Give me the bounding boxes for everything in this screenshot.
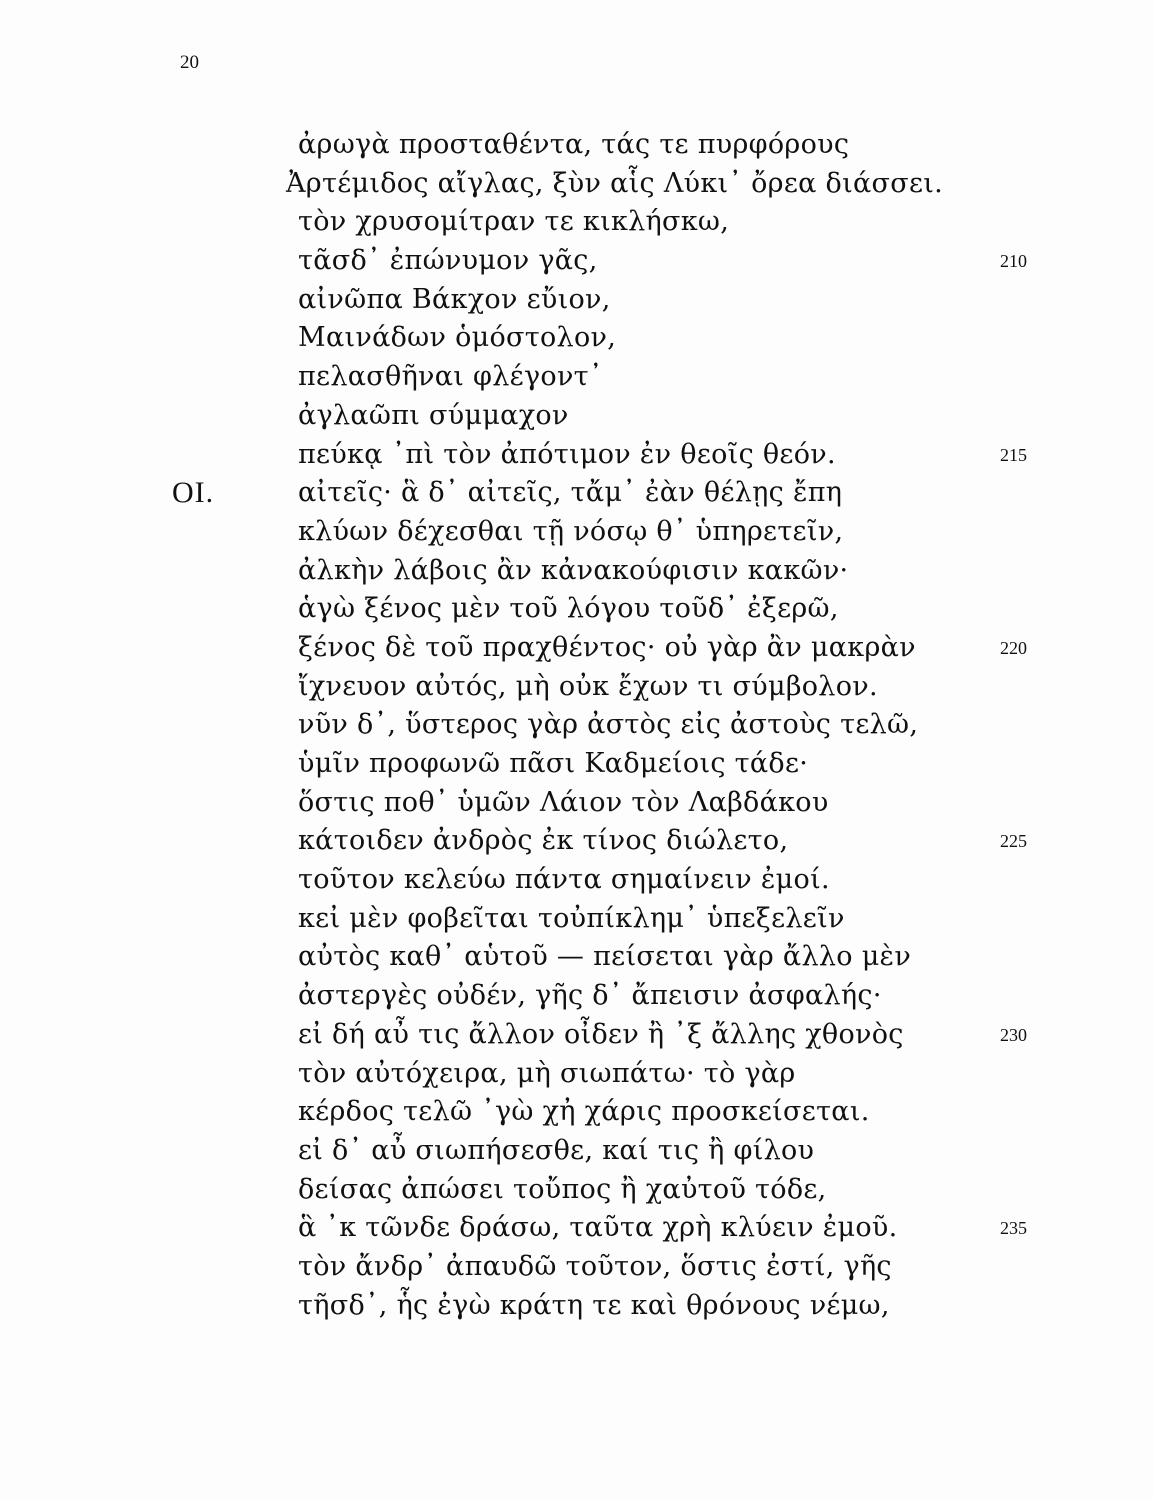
verse-text: τὸν χρυσομίτραν τε κικλήσκω, <box>298 206 730 238</box>
verse-line <box>0 358 1154 397</box>
line-number: 230 <box>1000 1024 1027 1045</box>
verse-text: Μαινάδων ὁμόστολον, <box>298 322 617 354</box>
verse-text: ἃ ᾽κ τῶνδε δράσω, ταῦτα χρὴ κλύειν ἐμοῦ. <box>298 1212 898 1244</box>
verse-text: ἴχνευον αὐτός, μὴ οὐκ ἔχων τι σύμβολον. <box>298 670 878 702</box>
line-number: 210 <box>1000 251 1027 272</box>
verse-text: Ἀρτέμιδος αἴγλας, ξὺν αἷς Λύκι᾽ ὄρεα διάσσει. <box>286 167 944 199</box>
verse-text: κλύων δέχεσθαι τῇ νόσῳ θ᾽ ὑπηρετεῖν, <box>298 515 844 547</box>
verse-text: δείσας ἀπώσει τοὔπος ἢ χαὐτοῦ τόδε, <box>298 1173 827 1205</box>
verse-line <box>0 668 1154 707</box>
page-number: 20 <box>180 52 199 73</box>
verse-text: ὑμῖν προφωνῶ πᾶσι Καδμείοις τάδε· <box>298 748 809 779</box>
verse-line <box>0 281 1154 320</box>
verse-text: τῆσδ᾽, ἧς ἐγὼ κράτη τε καὶ θρόνους νέμω, <box>298 1289 890 1321</box>
verse-line <box>0 436 1154 475</box>
verse-line <box>0 1093 1154 1132</box>
verse-text: τᾶσδ᾽ ἐπώνυμον γᾶς, <box>298 245 598 277</box>
verse-text: αὐτὸς καθ᾽ αὑτοῦ — πείσεται γὰρ ἄλλο μὲν <box>298 941 912 973</box>
verse-line <box>0 397 1154 436</box>
verse-line <box>0 1016 1154 1055</box>
verse-text: κέρδος τελῶ ᾽γὼ χἠ χάρις προσκείσεται. <box>298 1096 870 1128</box>
verse-text: νῦν δ᾽, ὕστερος γὰρ ἀστὸς εἰς ἀστοὺς τελῶ, <box>298 709 919 741</box>
verse-line <box>0 474 1154 513</box>
verse-line <box>0 822 1154 861</box>
verse-line <box>0 552 1154 591</box>
verse-block <box>0 126 1154 1325</box>
verse-text: κεἰ μὲν φοβεῖται τοὐπίκλημ᾽ ὑπεξελεῖν <box>298 902 845 934</box>
verse-line <box>0 784 1154 823</box>
verse-line <box>0 977 1154 1016</box>
verse-text: ἀλκὴν λάβοις ἂν κἀνακούφισιν κακῶν· <box>298 554 849 586</box>
verse-line <box>0 590 1154 629</box>
verse-text: ἀστεργὲς οὐδέν, γῆς δ᾽ ἄπεισιν ἀσφαλής· <box>298 980 882 1012</box>
verse-text: ξένος δὲ τοῦ πραχθέντος· οὐ γὰρ ἂν μακρὰν <box>298 631 916 663</box>
speaker-label: ΟΙ. <box>172 476 215 510</box>
verse-line <box>0 1171 1154 1210</box>
verse-line <box>0 1248 1154 1287</box>
verse-line <box>0 938 1154 977</box>
verse-text: εἰ δή αὖ τις ἄλλον οἶδεν ἢ ᾽ξ ἄλλης χθονὸς <box>298 1018 904 1050</box>
verse-text: τὸν ἄνδρ᾽ ἀπαυδῶ τοῦτον, ὅστις ἐστί, γῆς <box>298 1250 892 1282</box>
verse-text: πεύκᾳ ᾽πὶ τὸν ἀπότιμον ἐν θεοῖς θεόν. <box>298 438 836 470</box>
verse-line <box>0 706 1154 745</box>
verse-text: τοῦτον κελεύω πάντα σημαίνειν ἐμοί. <box>298 864 830 896</box>
verse-line <box>0 1055 1154 1094</box>
verse-line <box>0 1132 1154 1171</box>
verse-text: πελασθῆναι φλέγοντ᾽ <box>298 361 603 393</box>
line-number: 225 <box>1000 831 1027 852</box>
verse-text: αἰτεῖς· ἃ δ᾽ αἰτεῖς, τἄμ᾽ ἐὰν θέλῃς ἔπη <box>298 477 843 509</box>
verse-text: κάτοιδεν ἀνδρὸς ἐκ τίνος διώλετο, <box>298 825 789 857</box>
verse-line <box>0 513 1154 552</box>
verse-text: αἰνῶπα Βάκχον εὔιον, <box>298 283 611 315</box>
verse-line <box>0 1287 1154 1326</box>
verse-text: ἀρωγὰ προσταθέντα, τάς τε πυρφόρους <box>298 129 850 160</box>
verse-text: ἀγλαῶπι σύμμαχον <box>298 399 569 431</box>
verse-line <box>0 165 1154 204</box>
verse-line <box>0 242 1154 281</box>
verse-line <box>0 900 1154 939</box>
verse-line <box>0 319 1154 358</box>
verse-text: ὅστις ποθ᾽ ὑμῶν Λάιον τὸν Λαβδάκου <box>298 786 829 818</box>
line-number: 215 <box>1000 444 1027 465</box>
verse-line <box>0 745 1154 784</box>
verse-line <box>0 203 1154 242</box>
verse-line <box>0 861 1154 900</box>
verse-line <box>0 629 1154 668</box>
verse-text: ἁγὼ ξένος μὲν τοῦ λόγου τοῦδ᾽ ἐξερῶ, <box>298 593 839 625</box>
verse-text: εἰ δ᾽ αὖ σιωπήσεσθε, καί τις ἢ φίλου <box>298 1134 815 1166</box>
line-number: 235 <box>1000 1218 1027 1239</box>
verse-line <box>0 126 1154 165</box>
verse-text: τὸν αὐτόχειρα, μὴ σιωπάτω· τὸ γὰρ <box>298 1057 796 1089</box>
line-number: 220 <box>1000 637 1027 658</box>
verse-line <box>0 1209 1154 1248</box>
